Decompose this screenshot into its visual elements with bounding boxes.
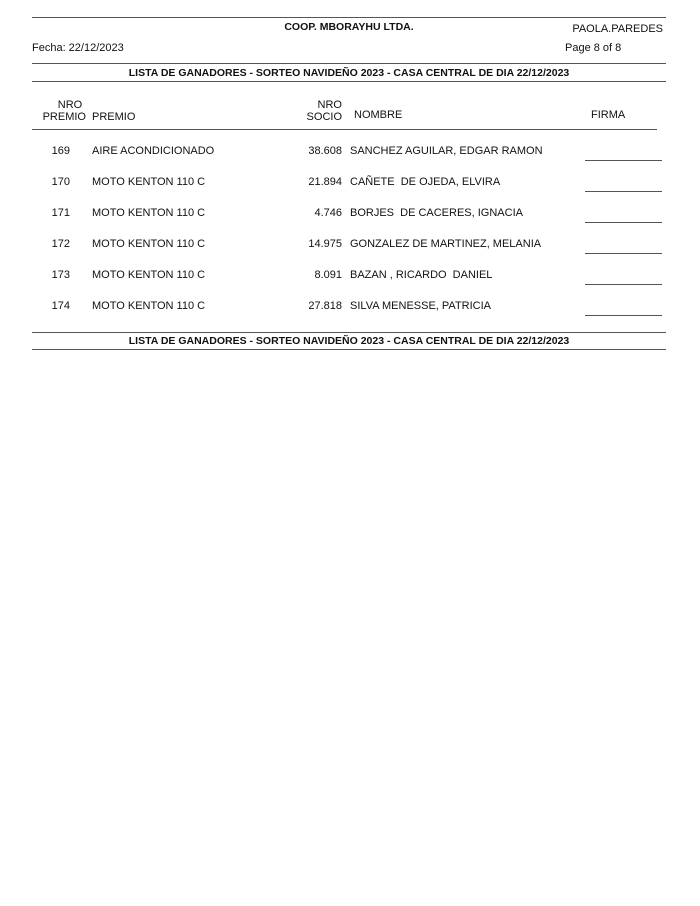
cell-premio: MOTO KENTON 110 C [92,176,206,188]
signature-line [585,191,662,192]
col-nro-socio [300,99,342,123]
cell-nro-socio: 21.894 [308,176,342,188]
signature-line [585,160,662,161]
cell-nro-socio: 38.608 [308,145,342,157]
cell-nro-premio: 171 [51,207,70,219]
cell-nro-premio: 173 [51,269,70,281]
top-rule [32,17,666,18]
cell-premio: AIRE ACONDICIONADO [92,145,215,157]
col-premio: PREMIO [92,111,136,123]
table-row [0,299,700,319]
cell-nombre: CAÑETE DE OJEDA, ELVIRA [350,176,501,188]
cell-nombre: BAZAN , RICARDO DANIEL [350,269,493,281]
footer-rule-bottom [32,349,666,350]
cell-nombre: SANCHEZ AGUILAR, EDGAR RAMON [350,145,543,157]
cell-nombre: SILVA MENESSE, PATRICIA [350,300,492,312]
col-nro-premio [40,99,86,123]
cell-nombre: BORJES DE CACERES, IGNACIA [350,207,523,219]
title-rule-top [32,63,666,64]
table-row [0,206,700,226]
signature-line [585,315,662,316]
cell-nro-premio: 172 [51,238,70,250]
footer-title: LISTA DE GANADORES - SORTEO NAVIDEÑO 2023 - CASA CENTRAL DE DIA 22/12/2023 [128,335,570,347]
report-title: LISTA DE GANADORES - SORTEO NAVIDEÑO 2023 - CASA CENTRAL DE DIA 22/12/2023 [128,67,570,79]
footer-rule-top [32,332,666,333]
cell-nro-premio: 174 [51,300,70,312]
col-nro-premio-top: NRO [57,99,83,111]
user-name: PAOLA.PAREDES [572,23,663,35]
col-nombre: NOMBRE [354,109,403,121]
cell-premio: MOTO KENTON 110 C [92,300,206,312]
cell-nro-socio: 14.975 [308,238,342,250]
table-row [0,237,700,257]
cell-nro-socio: 8.091 [314,269,342,281]
signature-line [585,222,662,223]
col-nro-premio-bottom: PREMIO [42,111,86,123]
cell-nombre: GONZALEZ DE MARTINEZ, MELANIA [350,238,542,250]
col-nro-socio-top: NRO [317,99,342,111]
col-firma: FIRMA [591,109,626,121]
cell-nro-premio: 170 [51,176,70,188]
col-nro-socio-bottom: SOCIO [306,111,342,123]
cell-nro-premio: 169 [51,145,70,157]
cell-premio: MOTO KENTON 110 C [92,207,206,219]
cell-nro-socio: 4.746 [314,207,342,219]
header-rule [32,129,657,130]
table-row [0,175,700,195]
table-row [0,268,700,288]
title-rule-bottom [32,81,666,82]
signature-line [585,253,662,254]
table-row [0,144,700,164]
page-number: Page 8 of 8 [565,42,622,54]
cell-premio: MOTO KENTON 110 C [92,269,206,281]
signature-line [585,284,662,285]
cell-premio: MOTO KENTON 110 C [92,238,206,250]
company-name: COOP. MBORAYHU LTDA. [284,21,414,33]
report-date: Fecha: 22/12/2023 [32,42,124,54]
cell-nro-socio: 27.818 [308,300,342,312]
